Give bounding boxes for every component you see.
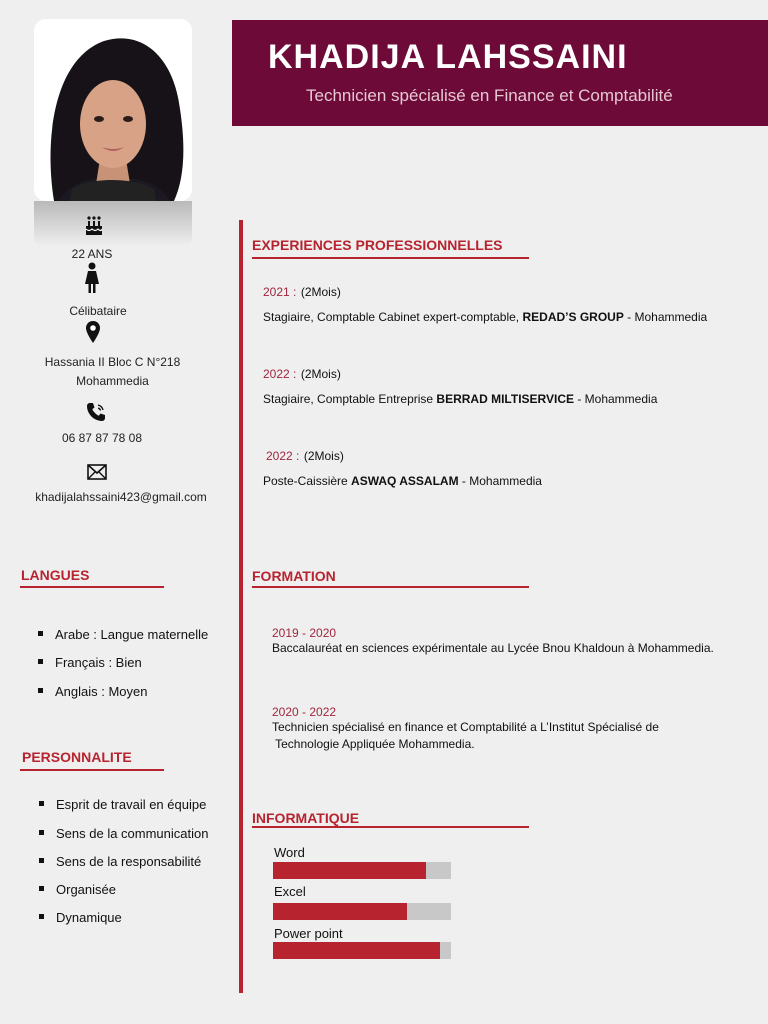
experience-role: Poste-Caissière	[263, 474, 352, 488]
experience-year: 2021 :	[263, 285, 297, 299]
skill-bar-fill	[273, 862, 426, 879]
section-title-personnalite: PERSONNALITE	[22, 749, 132, 765]
experience-date	[266, 447, 344, 465]
phone-icon	[86, 402, 106, 422]
list-item: Sens de la responsabilité	[56, 854, 202, 869]
experience-description	[263, 474, 542, 488]
experience-duration: (2Mois)	[300, 285, 341, 299]
experience-role: Stagiaire, Comptable Cabinet expert-comptable,	[263, 310, 523, 324]
location-pin-icon	[86, 321, 100, 343]
list-item: Organisée	[56, 882, 116, 897]
section-title-informatique: INFORMATIQUE	[252, 810, 360, 826]
skill-label: Power point	[274, 926, 343, 941]
section-title-langues: LANGUES	[21, 567, 90, 583]
experience-date	[263, 283, 341, 301]
section-underline	[252, 586, 529, 588]
experience-year: 2022 :	[263, 367, 297, 381]
age-text: 22 ANS	[71, 247, 113, 261]
experience-location: - Mohammedia	[574, 392, 658, 406]
job-title: Technicien spécialisé en Finance et Comptabilité	[306, 86, 673, 105]
marital-status: Célibataire	[69, 304, 127, 318]
envelope-icon	[87, 464, 107, 480]
formation-description: Technologie Appliquée Mohammedia.	[272, 737, 475, 751]
formation-years: 2019 - 2020	[272, 626, 337, 640]
section-underline	[20, 586, 164, 588]
formation-years: 2020 - 2022	[272, 705, 337, 719]
candidate-name: KHADIJA LAHSSAINI	[268, 38, 628, 76]
portrait-photo	[34, 19, 192, 201]
experience-year: 2022 :	[266, 449, 300, 463]
section-underline	[252, 826, 529, 828]
list-item: Esprit de travail en équipe	[56, 797, 207, 812]
formation-description: Baccalauréat en sciences expérimentale au Lycée Bnou Khaldoun à Mohammedia.	[272, 641, 714, 655]
experience-company: ASWAQ ASSALAM	[351, 474, 459, 488]
section-title-formation: FORMATION	[252, 568, 336, 584]
section-underline	[252, 257, 529, 259]
woman-icon	[84, 262, 100, 294]
list-item: Français : Bien	[55, 655, 142, 670]
experience-company: BERRAD MILTISERVICE	[436, 392, 574, 406]
list-item: Arabe : Langue maternelle	[55, 627, 209, 642]
experience-date	[263, 365, 341, 383]
experience-description	[263, 310, 707, 324]
photo-reflection	[34, 201, 192, 246]
skill-bar-track	[273, 942, 451, 959]
skill-bar-fill	[273, 942, 440, 959]
skill-label: Word	[274, 845, 305, 860]
formation-description: Technicien spécialisé en finance et Comptabilité a L’Institut Spécialisé de	[272, 720, 659, 734]
experience-location: - Mohammedia	[458, 474, 542, 488]
experience-company: REDAD’S GROUP	[522, 310, 624, 324]
experience-location: - Mohammedia	[623, 310, 708, 324]
experience-duration: (2Mois)	[303, 449, 344, 463]
list-item: Anglais : Moyen	[55, 684, 148, 699]
section-title-experiences: EXPERIENCES PROFESSIONNELLES	[252, 237, 503, 253]
skill-bar-track	[273, 862, 451, 879]
profile-photo	[34, 19, 192, 201]
experience-duration: (2Mois)	[300, 367, 341, 381]
skill-bar-track	[273, 903, 451, 920]
skill-bar-fill	[273, 903, 407, 920]
experience-role: Stagiaire, Comptable Entreprise	[263, 392, 437, 406]
address-line-2: Mohammedia	[76, 374, 149, 388]
list-item: Dynamique	[56, 910, 122, 925]
vertical-divider	[239, 220, 243, 993]
skill-label: Excel	[274, 884, 306, 899]
list-item: Sens de la communication	[56, 826, 209, 841]
email-address: khadijalahssaini423@gmail.com	[35, 490, 207, 504]
phone-number: 06 87 87 78 08	[61, 431, 143, 445]
experience-description	[263, 392, 657, 406]
section-underline	[20, 769, 164, 771]
birthday-cake-icon	[84, 214, 104, 236]
address-line-1: Hassania II Bloc C N°218	[44, 355, 181, 369]
